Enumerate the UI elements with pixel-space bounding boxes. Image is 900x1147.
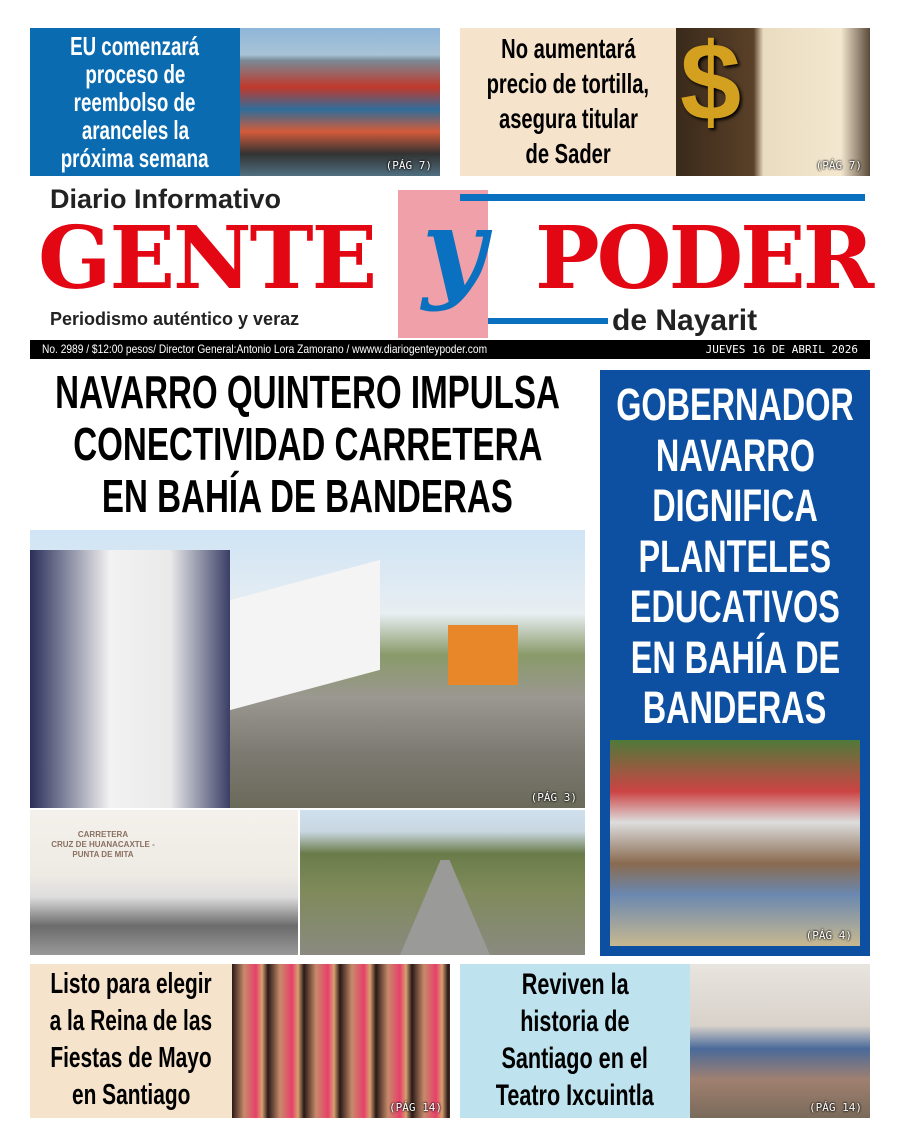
main-headline (30, 366, 585, 522)
masthead-slogan: Periodismo auténtico y veraz (50, 309, 300, 329)
teaser-line: asegura titular (498, 103, 638, 134)
headline-line: EN BAHÍA DE BANDERAS (102, 470, 513, 522)
masthead-name-right: PODER (535, 208, 872, 309)
headline-line: PLANTELES (638, 530, 832, 582)
port-containers-photo (240, 28, 440, 176)
masthead-kicker: Diario Informativo (50, 184, 282, 214)
dollar-sign-icon: $ (680, 28, 742, 144)
headline-line: NAVARRO QUINTERO IMPULSA (55, 366, 560, 418)
headline-line: EN BAHÍA DE (630, 631, 840, 683)
highway-aerial-photo (300, 810, 585, 955)
theater-award-photo (690, 964, 870, 1118)
masthead-name-y: y (422, 184, 486, 313)
teaser-teatro[interactable] (460, 964, 870, 1118)
page-ref: (PÁG 14) (389, 1101, 442, 1114)
teaser-line: reembolso de (74, 87, 196, 117)
school-children-photo (610, 740, 860, 946)
headline-line: EDUCATIVOS (629, 581, 841, 632)
teaser-line: historia de (520, 1005, 630, 1038)
teaser-line: EU comenzará (70, 31, 200, 61)
masthead-name-left: GENTE (38, 208, 376, 309)
masthead[interactable] (30, 182, 870, 338)
sign-line: CRUZ DE HUANACAXTLE - (51, 840, 155, 849)
headline-line: CONECTIVIDAD CARRETERA (72, 418, 543, 470)
masthead-rule-top (460, 194, 865, 201)
teaser-aranceles[interactable] (30, 28, 440, 176)
teaser-line: proceso de (85, 59, 185, 89)
teaser-line: de Sader (525, 138, 611, 169)
queen-candidates-photo (232, 964, 450, 1118)
issue-date: JUEVES 16 DE ABRIL 2026 (705, 343, 858, 356)
teaser-line: No aumentará (500, 33, 636, 64)
teaser-line: en Santiago (71, 1079, 191, 1111)
officials-seated-photo (30, 810, 298, 955)
teaser-tortilla[interactable] (460, 28, 870, 176)
page-ref: (PÁG 4) (805, 929, 852, 942)
info-bar (30, 340, 870, 359)
tortilla-photo (676, 28, 870, 176)
teaser-line: Fiestas de Mayo (50, 1042, 212, 1074)
sign-line: PUNTA DE MITA (72, 850, 134, 859)
masthead-rule-bottom (488, 318, 608, 324)
page-ref: (PÁG 14) (809, 1101, 862, 1114)
teaser-reina[interactable] (30, 964, 450, 1118)
teaser-line: precio de tortilla, (486, 68, 650, 99)
page-ref: (PÁG 7) (815, 159, 862, 172)
headline-line: BANDERAS (643, 682, 827, 733)
headline-line: DIGNIFICA (652, 480, 818, 531)
teaser-line: Listo para elegir (50, 968, 212, 1000)
side-story[interactable] (600, 370, 870, 956)
sign-line: CARRETERA (77, 830, 129, 839)
page-ref: (PÁG 7) (385, 159, 432, 172)
main-story[interactable] (30, 366, 585, 956)
teaser-line: aranceles la (81, 115, 189, 145)
teaser-line: a la Reina de las (49, 1005, 213, 1037)
page-ref: (PÁG 3) (530, 791, 577, 804)
teaser-line: Santiago en el (501, 1042, 649, 1075)
teaser-line: próxima semana (61, 143, 209, 173)
issue-info: No. 2989 / $12:00 pesos/ Director General:Antonio Lora Zamorano / wwww.diariogenteypoder.com (42, 342, 488, 356)
headline-line: GOBERNADOR (616, 379, 854, 430)
flag-ceremony-photo (30, 530, 585, 808)
teaser-line: Teatro Ixcuintla (495, 1079, 655, 1112)
masthead-region: de Nayarit (612, 304, 758, 337)
teaser-line: Reviven la (521, 968, 629, 1001)
headline-line: NAVARRO (655, 429, 815, 481)
